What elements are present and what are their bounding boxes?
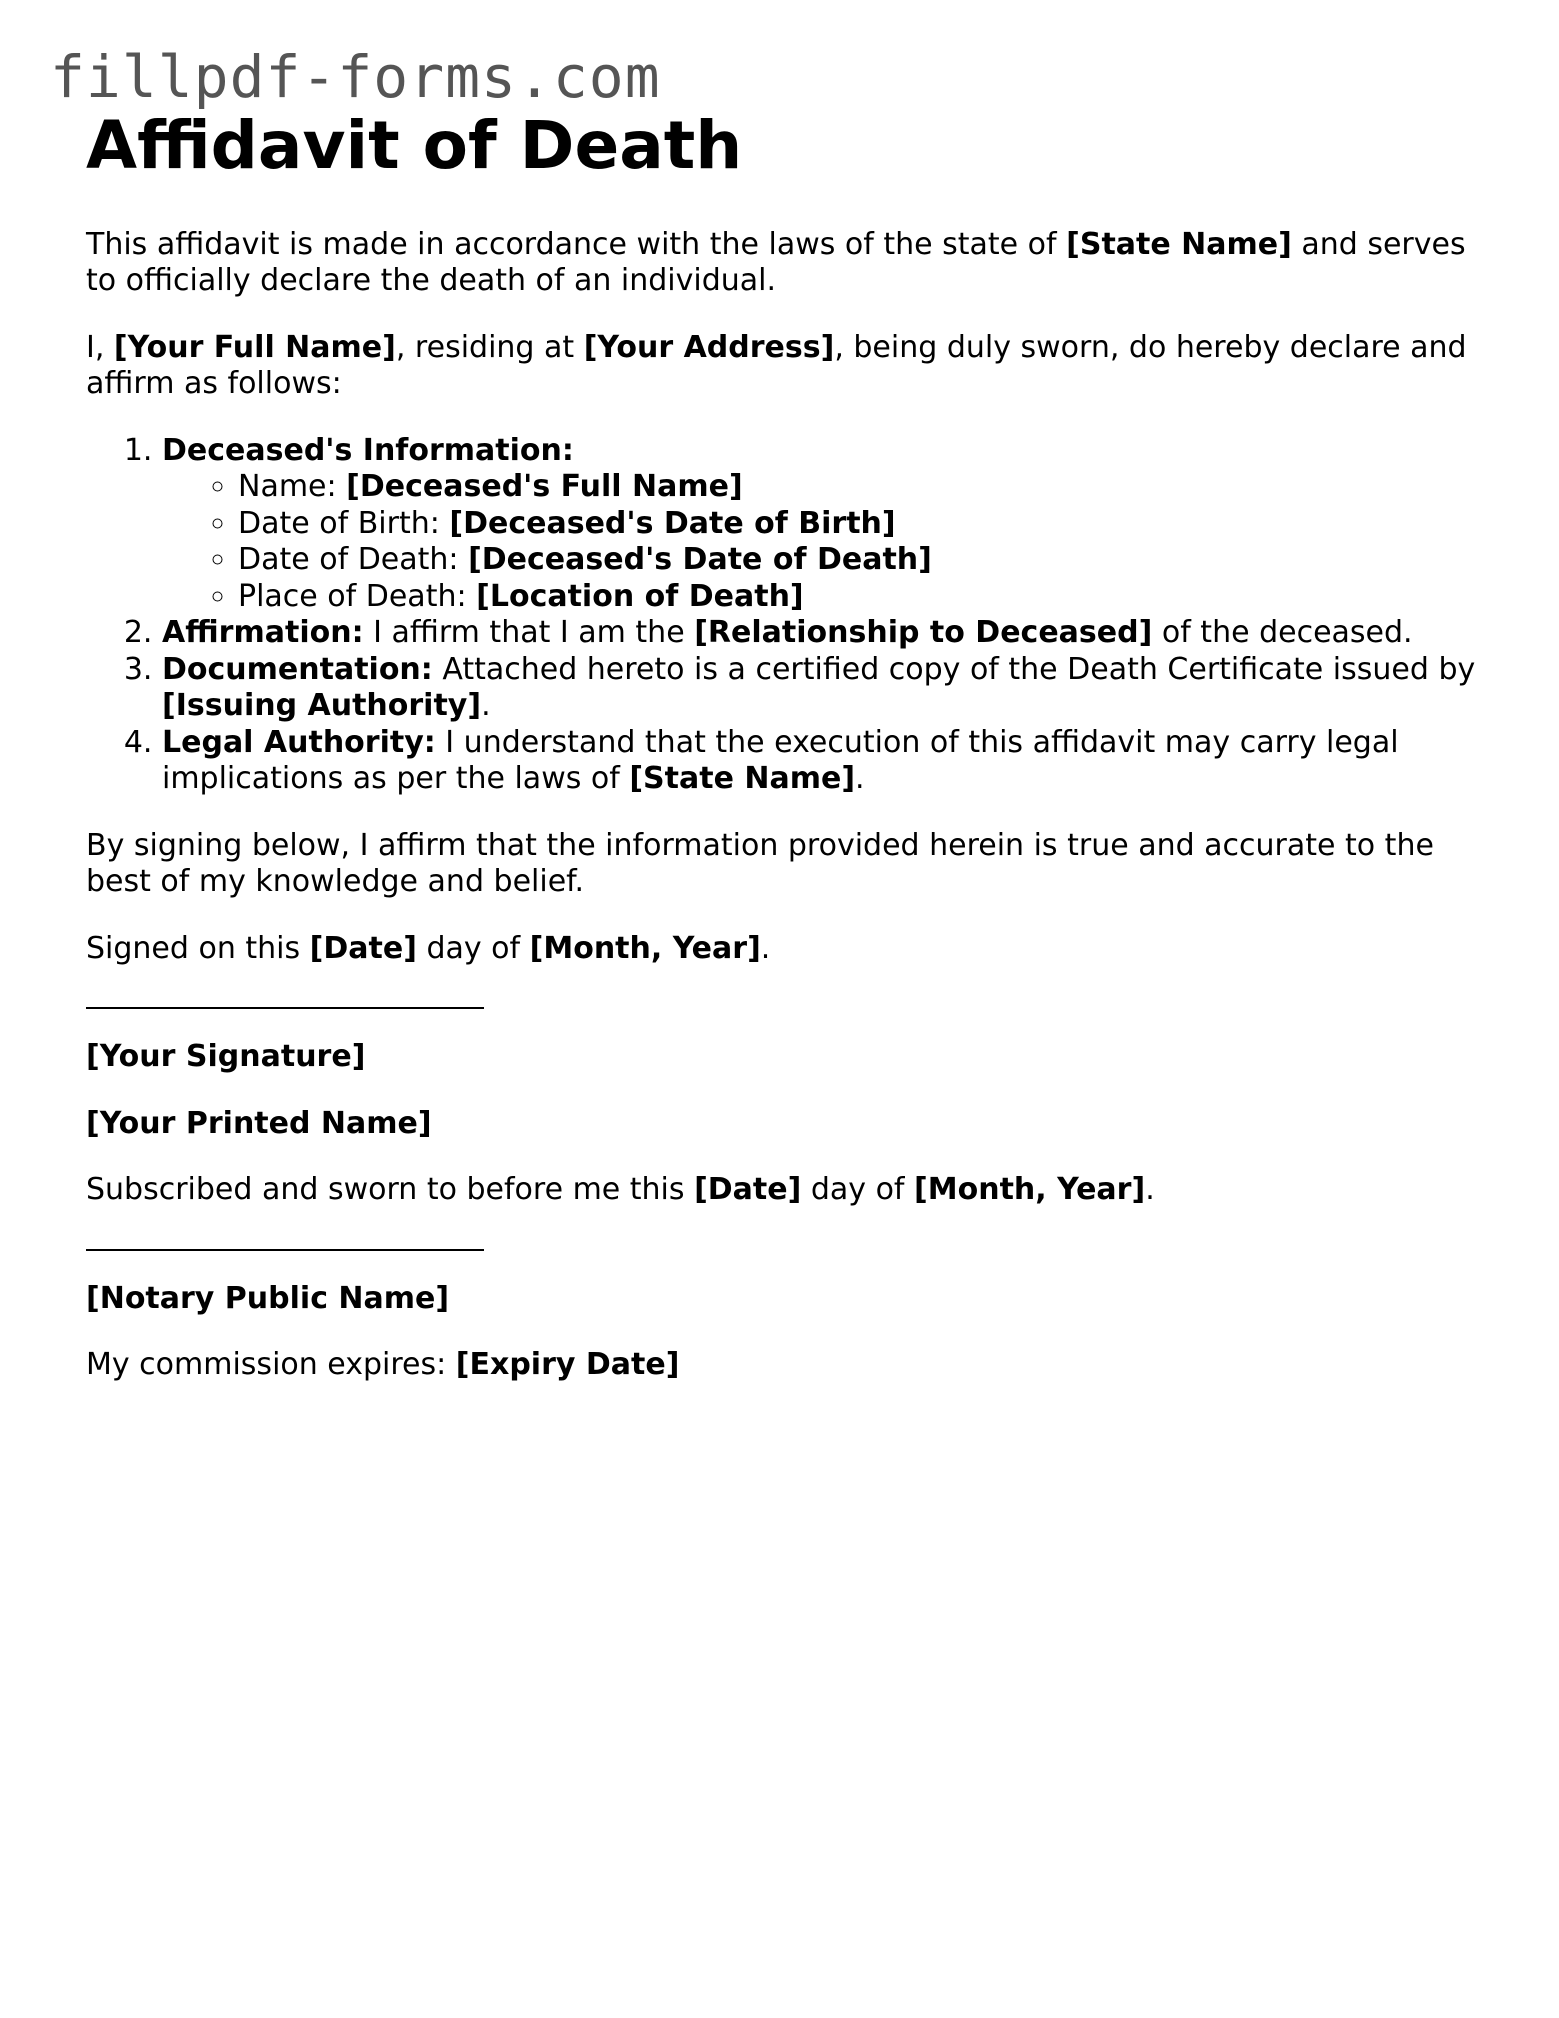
- signed-on-line: Signed on this [Date] day of [Month, Year].: [86, 930, 771, 966]
- notary-signature-line: [86, 1249, 1486, 1251]
- declaration-paragraph: I, [Your Full Name], residing at [Your Address], being duly sworn, do hereby declare and affirm as follows:: [86, 329, 1467, 402]
- intro-paragraph: This affidavit is made in accordance with the laws of the state of [State Name] and serves to officially declare the death of an individual.: [86, 226, 1466, 299]
- commission-line: My commission expires: [Expiry Date]: [86, 1347, 680, 1383]
- document-body: [86, 107, 1486, 1414]
- sworn-month-year-field: [Month, Year]: [914, 1172, 1146, 1208]
- deceased-name-field: [Deceased's Full Name]: [346, 469, 743, 505]
- list-item: ◦ Name: [Deceased's Full Name]: [238, 469, 1486, 506]
- deceased-dod-field: [Deceased's Date of Death]: [468, 542, 932, 578]
- list-item-affirmation: 2. Affirmation: I affirm that I am the [Relationship to Deceased] of the deceased.: [162, 615, 1486, 652]
- closing-paragraph: By signing below, I affirm that the information provided herein is true and accurate to the best of my knowledge and belief.: [86, 827, 1434, 900]
- full-name-field: [Your Full Name]: [113, 329, 396, 365]
- deceased-dob-field: [Deceased's Date of Birth]: [449, 505, 896, 541]
- printed-name-placeholder: [Your Printed Name]: [86, 1105, 432, 1141]
- notary-name-placeholder: [Notary Public Name]: [86, 1280, 450, 1316]
- notary-signature-rule: [86, 1249, 484, 1251]
- signature-line: [86, 1007, 1486, 1009]
- list-item: ◦ Place of Death: [Location of Death]: [238, 579, 1486, 616]
- sworn-line: Subscribed and sworn to before me this [Date] day of [Month, Year].: [86, 1172, 1155, 1208]
- list-item-deceased-info: 1. Deceased's Information: ◦ Name: [Deceased's Full Name] ◦ Date of Birth: [Deceased's Date of Birth] ◦ Date of Death: [Deceased's Date of Death] ◦ Place of Death: [Location of Death]: [162, 433, 1486, 616]
- relationship-field: [Relationship to Deceased]: [694, 615, 1153, 651]
- address-field: [Your Address]: [583, 329, 835, 365]
- signed-month-year-field: [Month, Year]: [529, 930, 761, 966]
- list-item: ◦ Date of Birth: [Deceased's Date of Birth]: [238, 506, 1486, 543]
- signature-rule: [86, 1007, 484, 1009]
- signed-date-field: [Date]: [309, 930, 417, 966]
- legal-state-name-field: [State Name]: [629, 761, 856, 797]
- state-name-field: [State Name]: [1066, 226, 1292, 262]
- list-item-documentation: 3. Documentation: Attached hereto is a certified copy of the Death Certificate issued by [Issuing Authority].: [162, 652, 1486, 725]
- list-item: ◦ Date of Death: [Deceased's Date of Death]: [238, 542, 1486, 579]
- place-of-death-field: [Location of Death]: [476, 578, 804, 614]
- affidavit-items: [86, 433, 1486, 798]
- document-title: Affidavit of Death: [86, 107, 743, 184]
- watermark: fillpdf-forms.com: [50, 43, 661, 111]
- list-item-legal-authority: 4. Legal Authority: I understand that the execution of this affidavit may carry legal implications as per the laws of [State Name].: [162, 725, 1486, 798]
- issuing-authority-field: [Issuing Authority]: [162, 688, 482, 724]
- signature-placeholder: [Your Signature]: [86, 1039, 366, 1075]
- sworn-date-field: [Date]: [694, 1172, 802, 1208]
- expiry-date-field: [Expiry Date]: [455, 1347, 680, 1383]
- deceased-info-list: [162, 469, 1486, 615]
